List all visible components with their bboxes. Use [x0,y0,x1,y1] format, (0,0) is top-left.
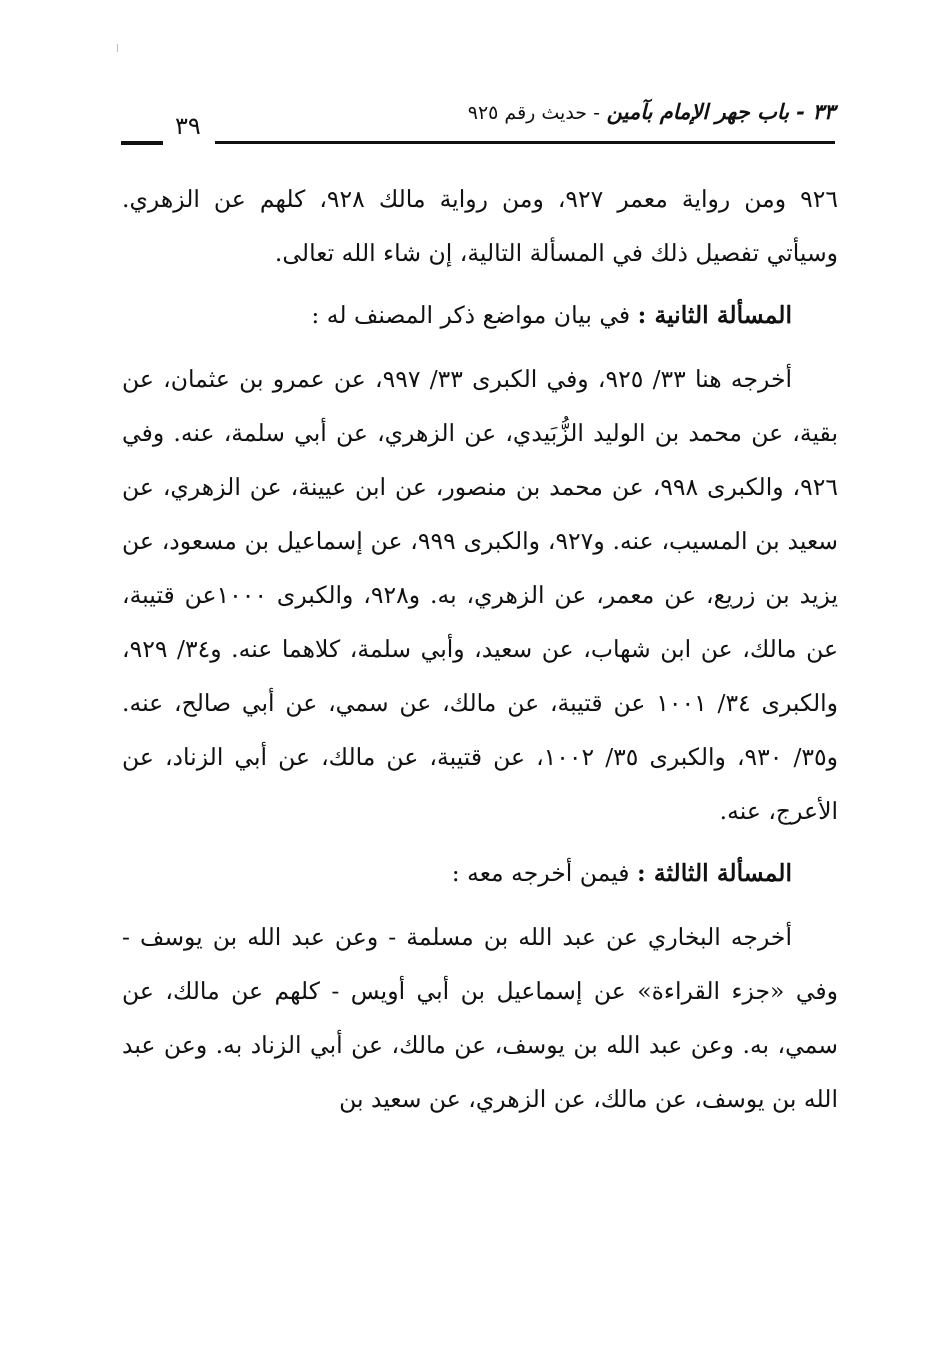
section-second-issue [122,288,838,342]
page-number: ٣٩ [175,112,201,140]
page-body [122,172,838,1126]
paragraph-continuation: ٩٢٦ ومن رواية معمر ٩٢٧، ومن رواية مالك ٩٢٨، كلهم عن الزهري. وسيأتي تفصيل ذلك في المسألة التالية، إن شاء الله تعالى. [122,185,838,267]
header-title [468,100,835,124]
header-rule [215,141,835,144]
section-text: فيمن أخرجه معه : [451,859,637,887]
section-third-issue [122,846,838,900]
section-text: في بيان مواضع ذكر المصنف له : [311,301,638,329]
running-header [115,98,835,154]
chapter-title: ٣٣ - باب جهر الإمام بآمين [606,100,835,124]
section-heading: المسألة الثانية : [637,301,792,329]
page-number-rule [121,141,163,145]
paragraph-co-narrators: أخرجه البخاري عن عبد الله بن مسلمة - وعن عبد الله بن يوسف - وفي «جزء القراءة» عن إسماعيل بن أبي أويس - كلهم عن مالك، عن سمي، به. وعن عبد الله بن يوسف، عن مالك، عن أبي الزناد به. وعن عبد الله بن يوسف، عن مالك، عن الزهري، عن سعيد بن [122,923,838,1113]
scan-mark [117,44,118,52]
hadith-reference: - حديث رقم ٩٢٥ [467,102,600,124]
section-heading: المسألة الثالثة : [637,859,792,887]
paragraph-takhrij: أخرجه هنا ٣٣/ ٩٢٥، وفي الكبرى ٣٣/ ٩٩٧، عن عمرو بن عثمان، عن بقية، عن محمد بن الوليد الزُّبَيدي، عن الزهري، عن أبي سلمة، عنه. وفي ٩٢٦، والكبرى ٩٩٨، عن محمد بن منصور، عن ابن عيينة، عن الزهري، عن سعيد بن المسيب، عنه. و٩٢٧، والكبرى ٩٩٩، عن إسماعيل بن مسعود، عن يزيد بن زريع، عن معمر، عن الزهري، به. و٩٢٨، والكبرى ١٠٠٠عن قتيبة، عن مالك، عن ابن شهاب، عن سعيد، وأبي سلمة، كلاهما عنه. و٣٤/ ٩٢٩، والكبرى ٣٤/ ١٠٠١ عن قتيبة، عن مالك، عن سمي، عن أبي صالح، عنه. و٣٥/ ٩٣٠، والكبرى ٣٥/ ١٠٠٢، عن قتيبة، عن مالك، عن أبي الزناد، عن الأعرج، عنه. [122,365,839,825]
